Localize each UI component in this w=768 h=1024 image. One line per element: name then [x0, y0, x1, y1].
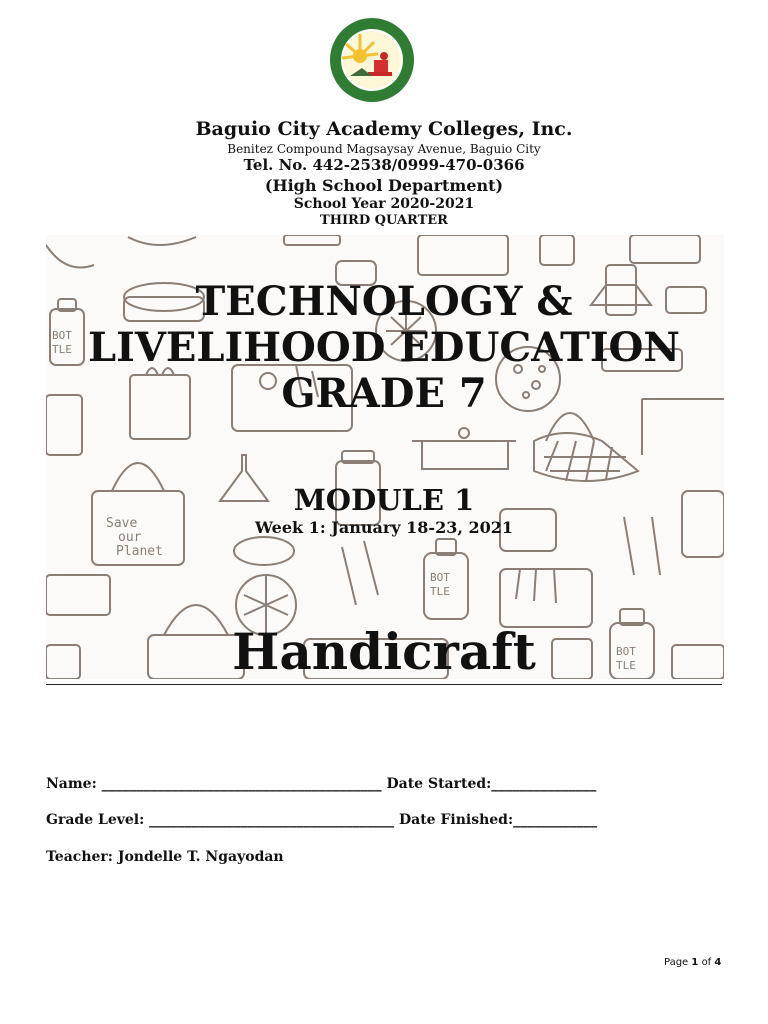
bottle-label-bottom-2: TLE [430, 585, 450, 598]
bottle-label-bottom-3: TLE [616, 659, 636, 672]
page-word: Page [664, 957, 689, 968]
module-number: MODULE 1 [293, 483, 475, 517]
subject-title-line3: GRADE 7 [281, 370, 487, 417]
telephone-numbers: Tel. No. 442-2538/0999-470-0366 [243, 156, 525, 174]
cover-divider [46, 684, 722, 685]
school-address: Benitez Compound Magsaysay Avenue, Baguio City [227, 142, 541, 156]
bottle-label-bottom: TLE [52, 343, 72, 356]
bottle-label-top-3: BOT [616, 645, 636, 658]
bag-text-planet: Planet [116, 544, 163, 559]
teacher-field: Teacher: Jondelle T. Ngayodan [46, 849, 284, 865]
page-current: 1 [691, 957, 699, 968]
page-number [664, 957, 721, 968]
school-year: School Year 2020-2021 [293, 196, 475, 212]
quarter: THIRD QUARTER [320, 213, 448, 228]
bag-text-our: our [118, 530, 142, 545]
school-seal-logo [328, 16, 416, 104]
week-dates: Week 1: January 18-23, 2021 [255, 518, 513, 537]
module-topic: Handicraft [232, 622, 536, 681]
subject-title-line1: TECHNOLOGY & [195, 278, 573, 325]
bag-text-save: Save [106, 516, 138, 531]
page-total: 4 [714, 957, 722, 968]
department: (High School Department) [264, 176, 504, 195]
of-word: of [701, 957, 712, 968]
grade-level-field[interactable]: Grade Level: ___________________________________ Date Finished:____________ [46, 812, 598, 828]
bottle-label-top: BOT [52, 329, 72, 342]
subject-title-line2: LIVELIHOOD EDUCATION [88, 324, 680, 371]
school-name: Baguio City Academy Colleges, Inc. [195, 118, 573, 140]
name-field[interactable]: Name: ________________________________________ Date Started:_______________ [46, 776, 597, 792]
bottle-label-top-2: BOT [430, 571, 450, 584]
